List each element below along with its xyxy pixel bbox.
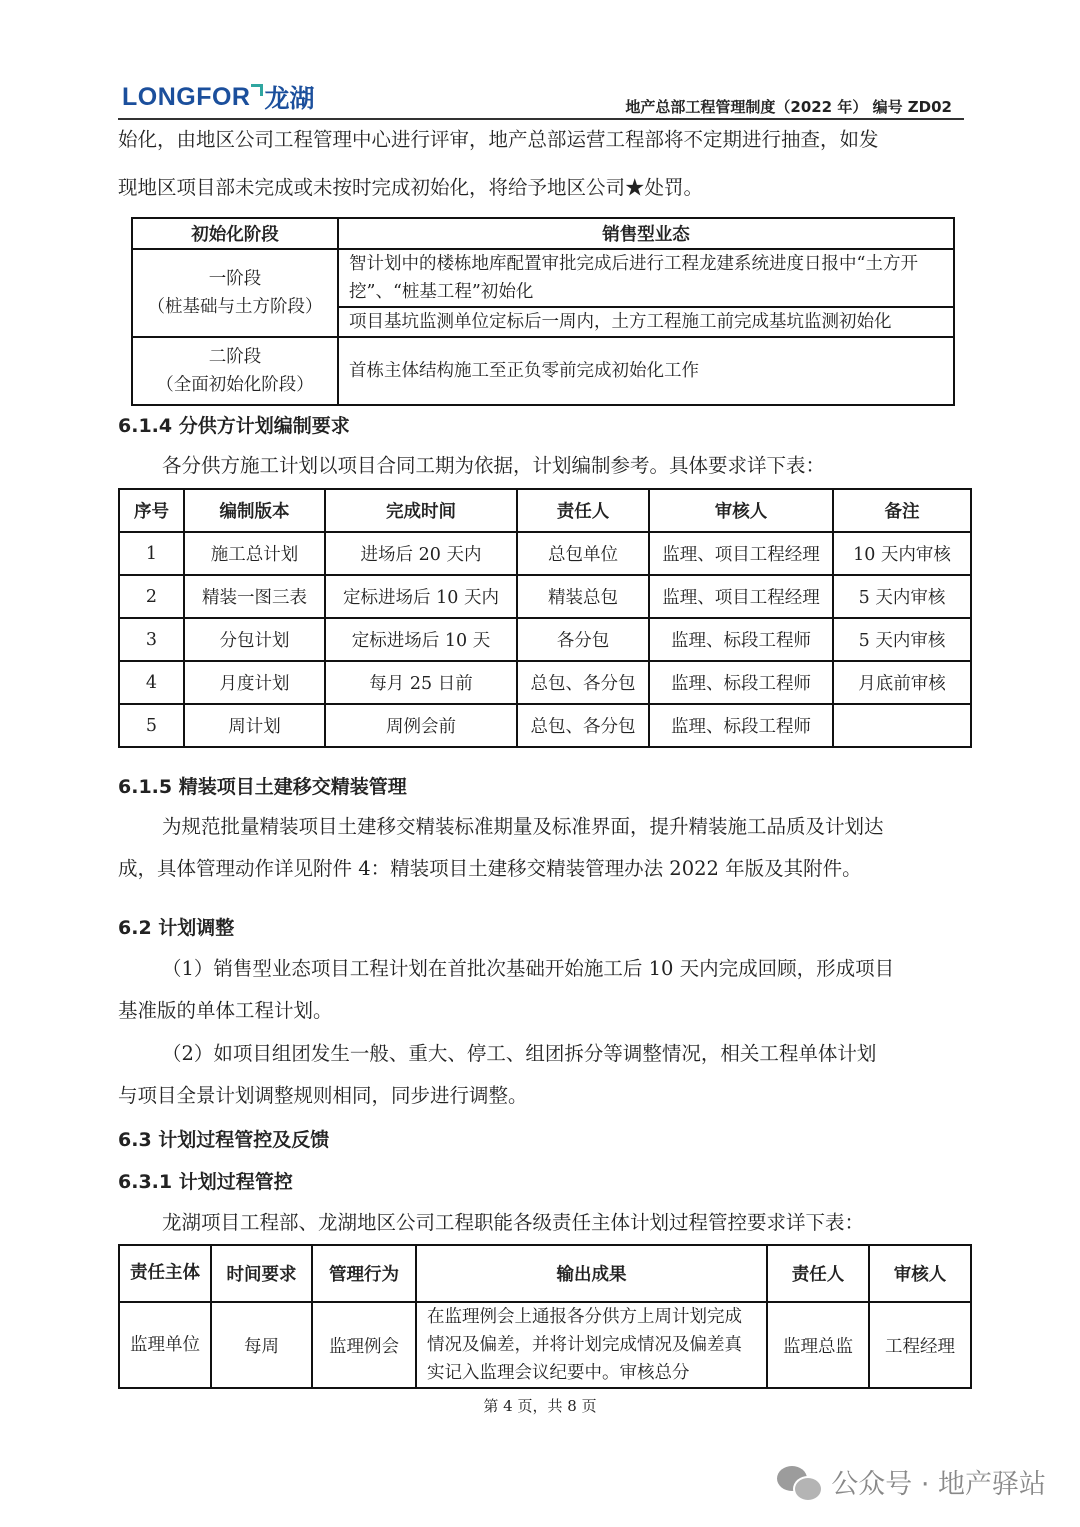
column-header: 序号: [119, 489, 184, 532]
table-cell: 精装一图三表: [184, 575, 325, 618]
watermark: [777, 1462, 1046, 1501]
column-header: 编制版本: [184, 489, 325, 532]
document-meta: 地产总部工程管理制度（2022 年） 编号 ZD02: [625, 98, 952, 116]
stage-name: 一阶段: [208, 269, 262, 289]
table-row: [132, 337, 954, 405]
column-header: 审核人: [869, 1245, 971, 1302]
table-cell: 10 天内审核: [833, 532, 971, 575]
table-row: [119, 661, 971, 704]
table-cell: 5 天内审核: [833, 618, 971, 661]
table-cell: 4: [119, 661, 184, 704]
table-cell: 施工总计划: [184, 532, 325, 575]
table-row: [119, 532, 971, 575]
table-cell: [833, 704, 971, 747]
column-header: 责任主体: [119, 1245, 211, 1302]
section-heading-6-3-1: 6.3.1 计划过程管控: [118, 1171, 293, 1193]
watermark-text: 公众号 · 地产驿站: [831, 1469, 1046, 1500]
table-cell: 总包、各分包: [517, 661, 649, 704]
stage-name: 二阶段: [208, 347, 262, 367]
section-heading-6-3: 6.3 计划过程管控及反馈: [118, 1129, 330, 1151]
table-cell: 每周: [211, 1302, 312, 1388]
table-cell: 监理、标段工程师: [649, 661, 833, 704]
wechat-icon: [777, 1464, 821, 1500]
column-header: 时间要求: [211, 1245, 312, 1302]
table-row: [119, 575, 971, 618]
table-header-row: [119, 1245, 971, 1302]
table-cell: 监理、标段工程师: [649, 704, 833, 747]
logo-mark-icon: [251, 84, 263, 96]
table-cell: 月底前审核: [833, 661, 971, 704]
supplier-plan-table: [118, 488, 972, 748]
stage-subtitle: （全面初始化阶段）: [156, 375, 314, 395]
page-number: 第 4 页，共 8 页: [483, 1397, 597, 1415]
table-cell: 每月 25 日前: [325, 661, 517, 704]
requirement-cell: 智计划中的楼栋地库配置审批完成后进行工程龙建系统进度日报中“土方开挖”、“桩基工程”初始化: [338, 249, 954, 307]
section-heading-6-1-4: 6.1.4 分供方计划编制要求: [118, 415, 350, 437]
stage-subtitle: （桩基础与土方阶段）: [147, 297, 323, 317]
section-6-3-1-paragraph: 龙湖项目工程部、龙湖地区公司工程职能各级责任主体计划过程管控要求详下表：: [162, 1211, 865, 1234]
table-cell: 定标进场后 10 天内: [325, 575, 517, 618]
section-heading-6-1-5: 6.1.5 精装项目土建移交精装管理: [118, 776, 407, 798]
section-6-2-item-2-line-1: （2）如项目组团发生一般、重大、停工、组团拆分等调整情况，相关工程单体计划: [162, 1042, 877, 1065]
section-6-2-item-2-line-2: 与项目全景计划调整规则相同，同步进行调整。: [118, 1084, 528, 1107]
requirement-cell: 首栋主体结构施工至正负零前完成初始化工作: [338, 337, 954, 405]
table-cell: 进场后 20 天内: [325, 532, 517, 575]
table-cell: 周计划: [184, 704, 325, 747]
intro-line-2: 现地区项目部未完成或未按时完成初始化，将给予地区公司★处罚。: [118, 176, 704, 199]
stage-cell: [132, 337, 338, 405]
table-row: [119, 704, 971, 747]
table-cell: 工程经理: [869, 1302, 971, 1388]
table-row: [132, 249, 954, 307]
section-heading-6-2: 6.2 计划调整: [118, 917, 235, 939]
table-cell: 分包计划: [184, 618, 325, 661]
table-cell: 1: [119, 532, 184, 575]
logo-chinese: 龙湖: [264, 84, 315, 113]
table-cell: 5 天内审核: [833, 575, 971, 618]
section-6-1-4-paragraph: 各分供方施工计划以项目合同工期为依据，计划编制参考。具体要求详下表：: [162, 454, 826, 477]
table-cell: 精装总包: [517, 575, 649, 618]
column-header: 初始化阶段: [132, 218, 338, 249]
table-cell: 监理例会: [312, 1302, 416, 1388]
column-header: 责任人: [767, 1245, 869, 1302]
column-header: 输出成果: [416, 1245, 767, 1302]
table-cell: 3: [119, 618, 184, 661]
column-header: 完成时间: [325, 489, 517, 532]
table-row: [119, 1302, 971, 1388]
table-cell: 总包、各分包: [517, 704, 649, 747]
table-row: [119, 618, 971, 661]
table-cell: 定标进场后 10 天: [325, 618, 517, 661]
table-cell: 在监理例会上通报各分供方上周计划完成情况及偏差，并将计划完成情况及偏差真实记入监理会议纪要中。审核总分: [416, 1302, 767, 1388]
stage-cell: [132, 249, 338, 337]
table-cell: 5: [119, 704, 184, 747]
initialization-table: [131, 217, 955, 406]
company-logo: [122, 80, 315, 114]
intro-line-1: 始化，由地区公司工程管理中心进行评审，地产总部运营工程部将不定期进行抽查，如发: [118, 128, 879, 151]
logo-english: LONGFOR: [122, 82, 251, 111]
table-cell: 监理总监: [767, 1302, 869, 1388]
section-6-2-item-1-line-1: （1）销售型业态项目工程计划在首批次基础开始施工后 10 天内完成回顾，形成项目: [162, 957, 895, 980]
column-header: 审核人: [649, 489, 833, 532]
column-header: 销售型业态: [338, 218, 954, 249]
table-cell: 监理单位: [119, 1302, 211, 1388]
table-cell: 周例会前: [325, 704, 517, 747]
table-cell: 监理、标段工程师: [649, 618, 833, 661]
section-6-1-5-line-1: 为规范批量精装项目土建移交精装标准期量及标准界面，提升精装施工品质及计划达: [162, 815, 884, 838]
table-cell: 监理、项目工程经理: [649, 532, 833, 575]
table-header-row: [132, 218, 954, 249]
requirement-cell: 项目基坑监测单位定标后一周内，土方工程施工前完成基坑监测初始化: [338, 307, 954, 337]
column-header: 管理行为: [312, 1245, 416, 1302]
table-cell: 监理、项目工程经理: [649, 575, 833, 618]
table-cell: 总包单位: [517, 532, 649, 575]
process-control-table: [118, 1244, 972, 1389]
column-header: 责任人: [517, 489, 649, 532]
column-header: 备注: [833, 489, 971, 532]
table-cell: 2: [119, 575, 184, 618]
table-cell: 月度计划: [184, 661, 325, 704]
table-cell: 各分包: [517, 618, 649, 661]
section-6-2-item-1-line-2: 基准版的单体工程计划。: [118, 999, 333, 1022]
section-6-1-5-line-2: 成，具体管理动作详见附件 4：精装项目土建移交精装管理办法 2022 年版及其附件。: [118, 857, 862, 880]
table-header-row: [119, 489, 971, 532]
